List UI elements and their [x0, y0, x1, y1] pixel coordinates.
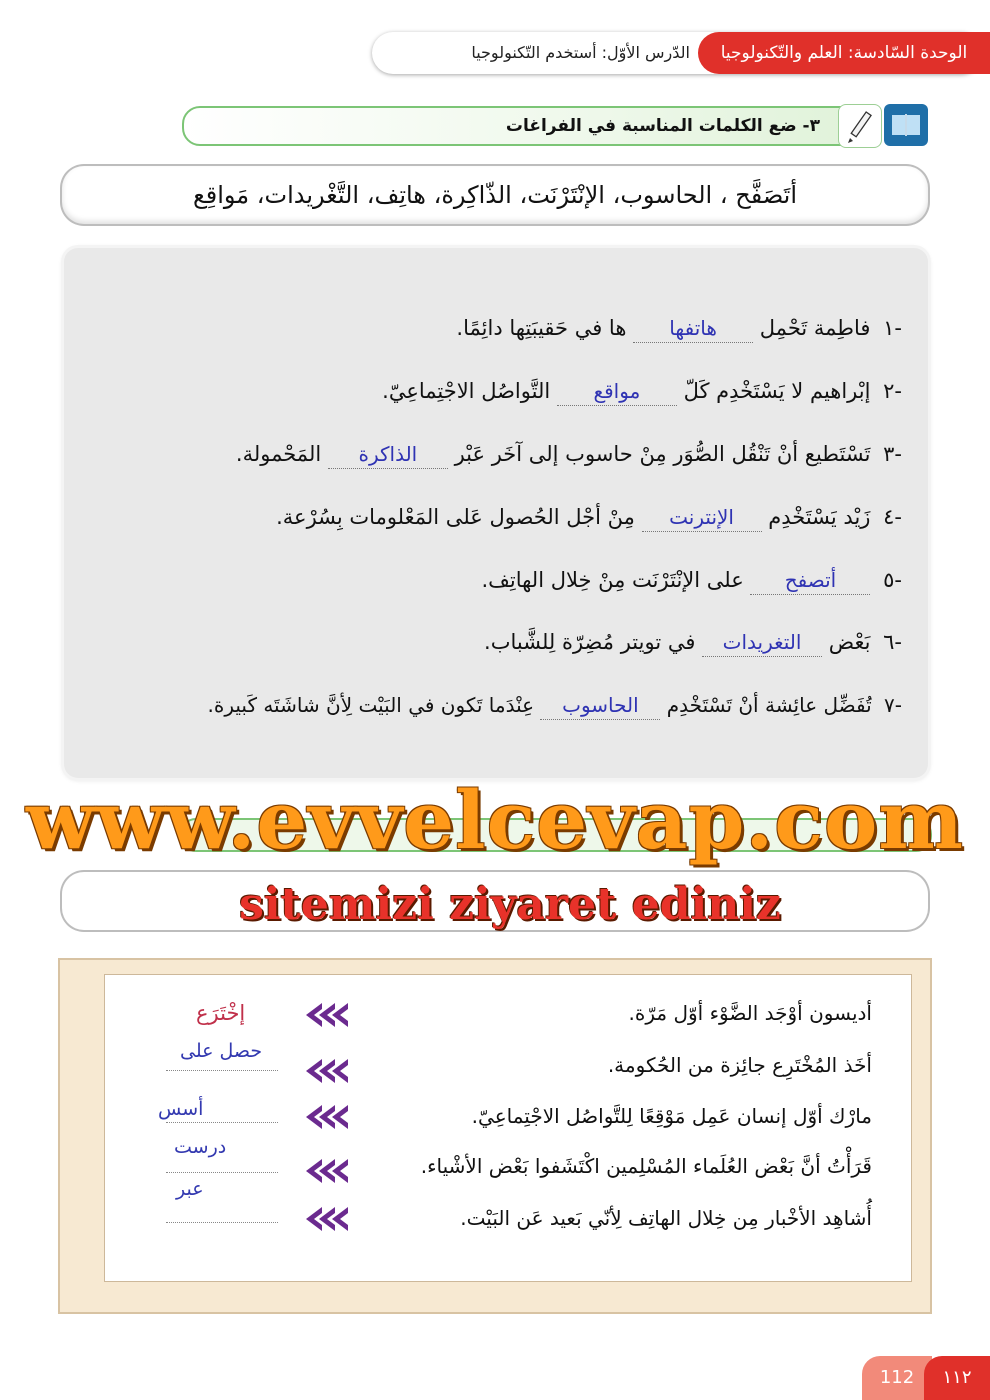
- sentence-7: -٧ تُفَضِّل عائِشة أنْ تَسْتَخْدِم الحاسوب عِنْدَما تَكون في البَيْت لِأنَّ شاشَتَه كَبيرة.: [208, 685, 903, 725]
- triple-arrow-icon: [300, 1154, 352, 1188]
- word-bank: أتَصَفَّح ، الحاسوب، الإنْتَرْنَت، الذّاكِرة، هاتِف، التَّغْريدات، مَواقِع: [62, 166, 928, 224]
- sentence-1: -١ فاطِمة تَحْمِل هاتفها ها في حَقيبَتِها دائِمًا.: [456, 308, 902, 348]
- triple-arrow-icon: [300, 1100, 352, 1134]
- triple-arrow-icon: [300, 1054, 352, 1088]
- answer-line: [166, 1222, 278, 1223]
- matching-option-1: إخْتَرَع: [196, 1001, 246, 1025]
- book-icon: [884, 104, 928, 146]
- matching-option-2: حصل على: [180, 1040, 263, 1062]
- watermark-tagline: sitemizi ziyaret ediniz: [239, 879, 781, 930]
- answer-line: [166, 1172, 278, 1173]
- answer-blank: التغريدات: [702, 628, 822, 657]
- matching-option-5: عبر: [176, 1178, 204, 1200]
- matching-sentence-5: أُشاهِد الأخْبار مِن خِلال الهاتِف لِأنّي بَعيد عَن البَيْت.: [460, 1206, 872, 1230]
- answer-blank: مواقع: [557, 377, 677, 406]
- triple-arrow-icon: [300, 998, 352, 1032]
- matching-sentence-4: قَرَأْتُ أنَّ بَعْض العُلَماء المُسْلِمين اكْتَشَفوا بَعْض الأشْياء.: [420, 1154, 872, 1178]
- matching-sentence-1: أديسون أوْجَد الضَّوْء أوّل مَرّة.: [628, 1001, 872, 1025]
- unit-title: الوحدة السّادسة: العلم والتّكنولوجيا: [698, 32, 990, 74]
- answer-blank: الذاكرة: [328, 440, 448, 469]
- exercise-title: ٣- ضع الكلمات المناسبة في الفراغات: [505, 116, 820, 136]
- answer-blank: الحاسوب: [540, 691, 660, 720]
- answer-blank: أتصفح: [750, 566, 870, 595]
- answer-line: [166, 1122, 278, 1123]
- pencil-icon: [838, 104, 882, 148]
- sentence-4: -٤ زَيْد يَسْتَخْدِم الإنترنت مِنْ أجْل الحُصول عَلى المَعْلومات بِسُرْعة.: [276, 497, 902, 537]
- matching-sentence-3: مارْك أوّل إنسان عَمِل مَوْقِعًا لِلتَّواصُل الاجْتِماعِيّ.: [471, 1104, 872, 1128]
- answer-line: [166, 1070, 278, 1071]
- sentence-2: -٢ إبْراهيم لا يَسْتَخْدِم كَلّ مواقع التَّواصُل الاجْتِماعِيّ.: [382, 371, 902, 411]
- answer-blank: الإنترنت: [642, 503, 762, 532]
- sentence-3: -٣ تَسْتَطيع أنْ تَنْقُل الصُّوَر مِنْ حاسوب إلى آخَر عَبْر الذاكرة المَحْمولة.: [236, 434, 902, 474]
- answer-blank: هاتفها: [633, 314, 753, 343]
- lesson-title: الدّرس الأوّل: أستخدم التّكنولوجيا: [471, 43, 690, 62]
- page-number-arabic: ١١٢: [924, 1356, 990, 1400]
- triple-arrow-icon: [300, 1202, 352, 1236]
- sentence-6: -٦ بَعْض التغريدات في تويتر مُضِرّة لِلشَّباب.: [484, 622, 902, 662]
- sentence-5: -٥ أتصفح على الإنْتَرْنَت مِنْ خِلال الهاتِف.: [481, 560, 902, 600]
- watermark-url: www.evvelcevap.com: [26, 773, 964, 867]
- matching-sentence-2: أخَذ المُخْتَرِع جائِزة من الحُكومة.: [607, 1053, 872, 1077]
- matching-option-3: أسس: [158, 1098, 204, 1120]
- matching-option-4: درست: [174, 1136, 227, 1158]
- page-number-latin: 112: [862, 1356, 932, 1400]
